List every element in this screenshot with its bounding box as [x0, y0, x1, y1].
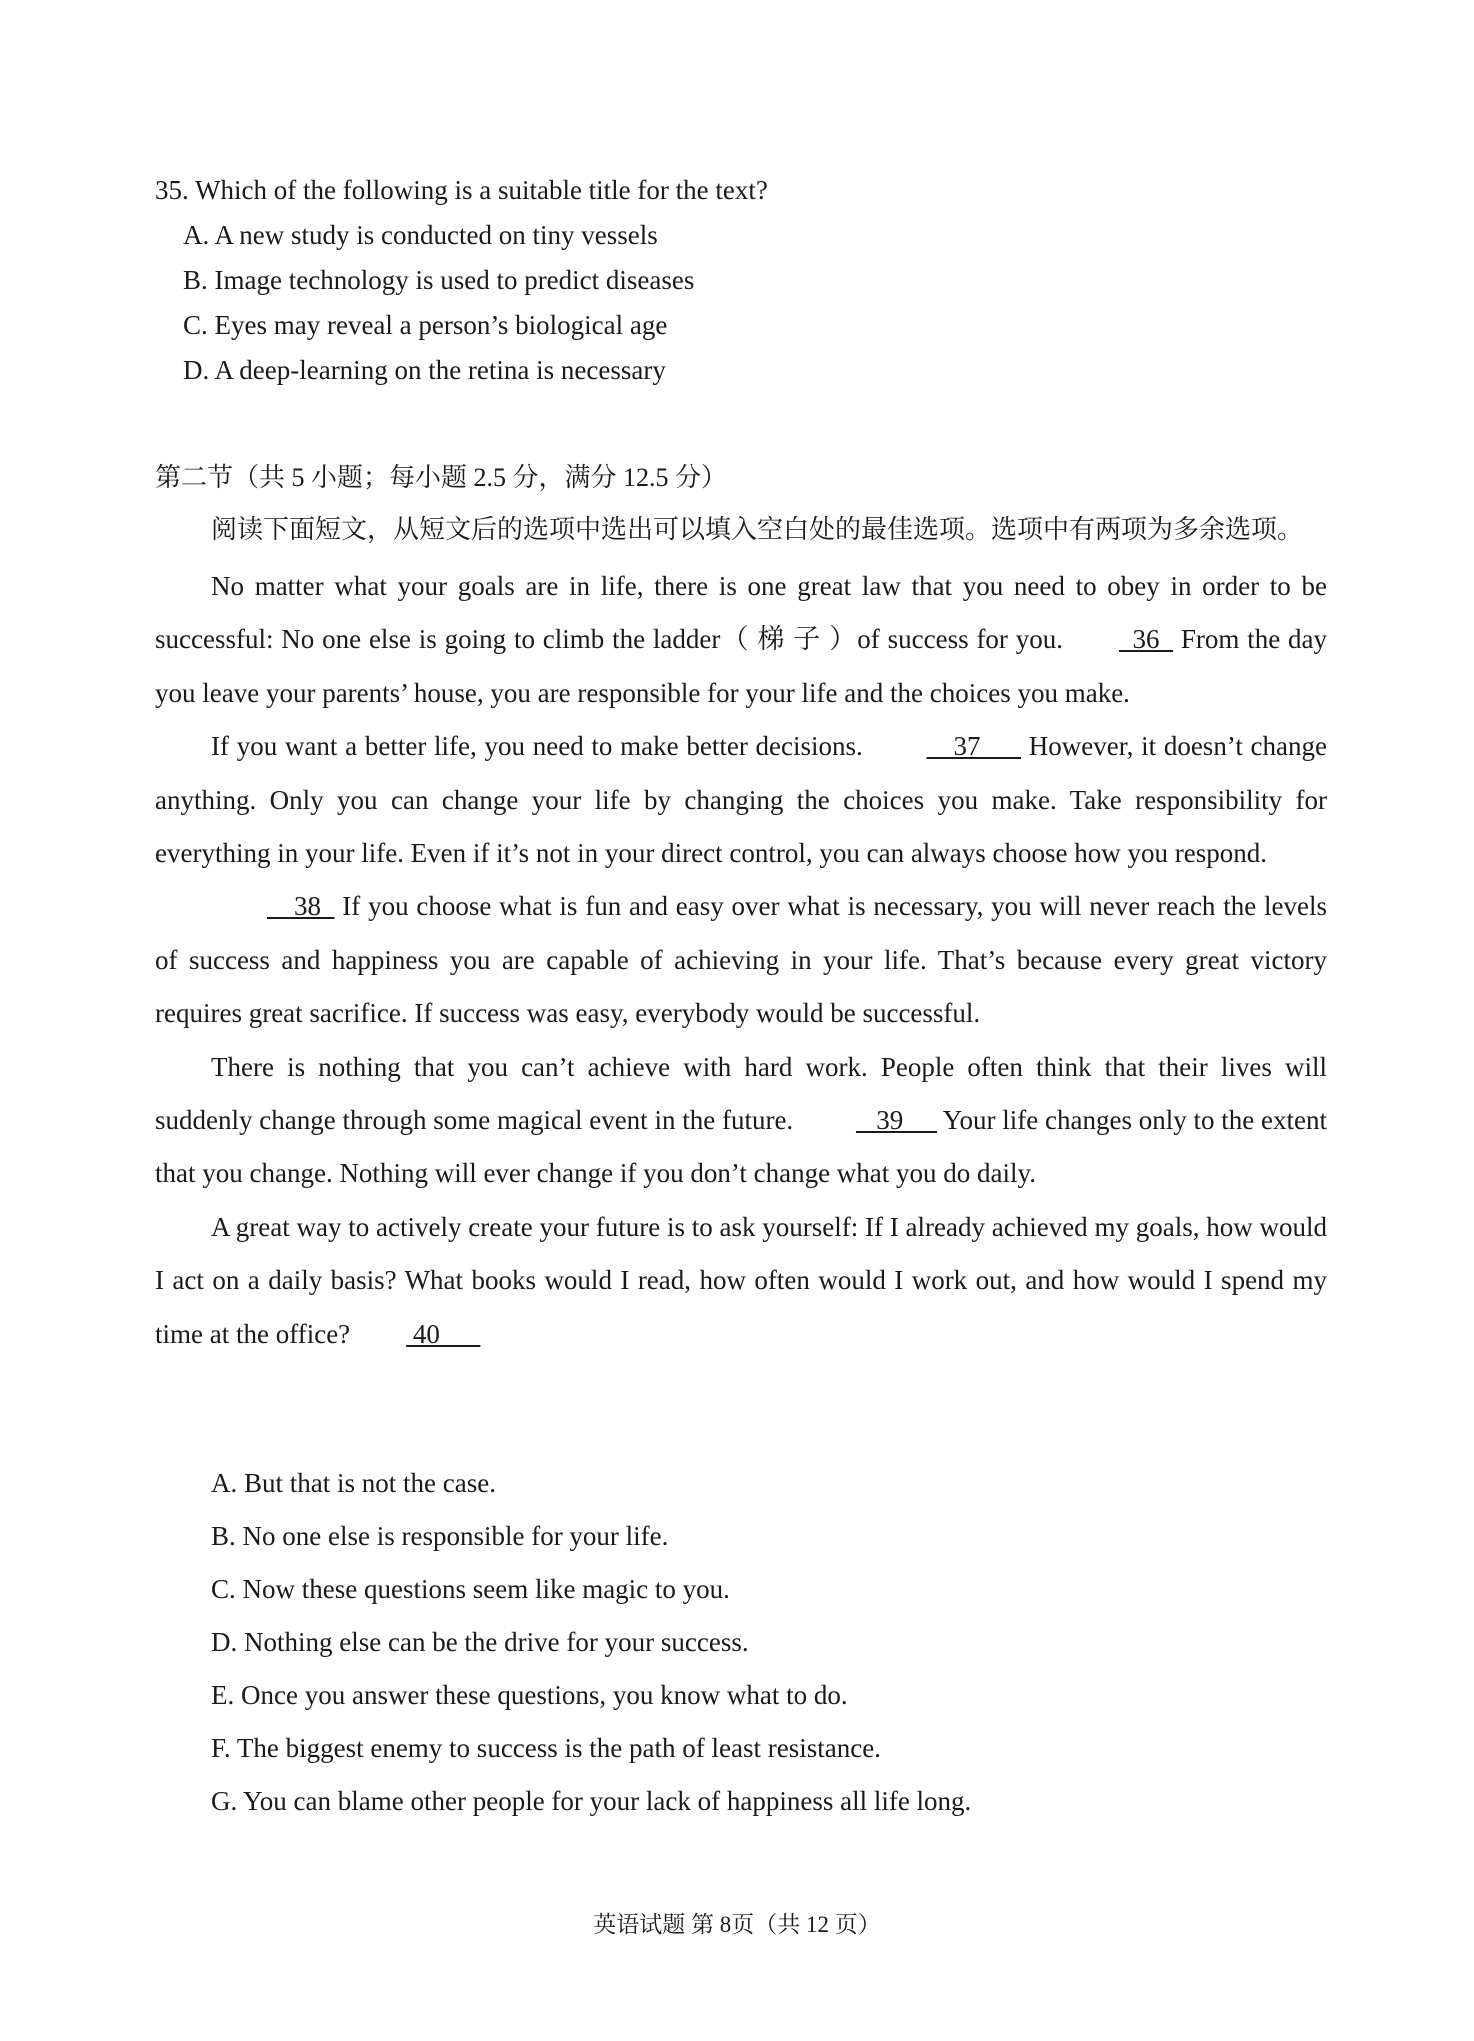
question-35-stem: 35. Which of the following is a suitable title for the text?: [155, 175, 768, 205]
paragraph-text: No matter what your goals are in life, there is one great law that you need to obey in order to be successful: No one else is going to climb the ladder（ 梯 子 ）of success for you.: [155, 571, 1327, 655]
paragraph-text: Your life changes only to the extent that you change. Nothing will ever change if you don’t change what you do daily.: [155, 1105, 1327, 1189]
passage-paragraph-4: [155, 1041, 1327, 1201]
choice-e: E. Once you answer these questions, you know what to do.: [211, 1680, 848, 1710]
passage-paragraph-5: [155, 1201, 1327, 1361]
passage-paragraph-3: [155, 880, 1327, 1040]
blank-36: 36: [1119, 624, 1174, 655]
choice-f: F. The biggest enemy to success is the path of least resistance.: [211, 1733, 881, 1763]
passage-paragraph-2: [155, 720, 1327, 880]
choice-a: A. But that is not the case.: [211, 1468, 496, 1498]
paragraph-text: There is nothing that you can’t achieve with hard work. People often think that their lives will suddenly change through some magical event in the future.: [155, 1051, 1327, 1136]
page-footer: 英语试题 第 8页（共 12 页）: [593, 1912, 881, 1937]
choice-b: B. No one else is responsible for your life.: [211, 1521, 669, 1551]
blank-40: 40: [406, 1318, 481, 1349]
choice-g: G. You can blame other people for your lack of happiness all life long.: [211, 1786, 972, 1816]
blank-37: 37: [926, 731, 1022, 762]
question-35-option-c: C. Eyes may reveal a person’s biological age: [183, 310, 668, 340]
section-2-instruction: 阅读下面短文，从短文后的选项中选出可以填入空白处的最佳选项。选项中有两项为多余选项。: [211, 515, 1304, 544]
paragraph-text: A great way to actively create your future is to ask yourself: If I already achieved my goals, how would I act on a daily basis? What books would I read, how often would I work out, and how would I spend my time at the office?: [155, 1211, 1327, 1349]
question-35-option-d: D. A deep-learning on the retina is necessary: [183, 355, 666, 385]
paragraph-text: From the day you leave your parents’ house, you are responsible for your life and the choices you make.: [155, 624, 1327, 708]
paragraph-text: If you choose what is fun and easy over what is necessary, you will never reach the levels of success and happiness you are capable of achieving in your life. That’s because every great victory requires great sacrifice. If success was easy, everybody would be successful.: [155, 891, 1327, 1029]
choice-c: C. Now these questions seem like magic to you.: [211, 1574, 730, 1604]
question-35-option-b: B. Image technology is used to predict diseases: [183, 265, 695, 295]
reading-passage: [155, 560, 1327, 1361]
section-2-heading: 第二节（共 5 小题；每小题 2.5 分，满分 12.5 分）: [155, 463, 728, 492]
choice-d: D. Nothing else can be the drive for your success.: [211, 1627, 749, 1657]
paragraph-text: However, it doesn’t change anything. Only you can change your life by changing the choices you make. Take responsibility for everything in your life. Even if it’s not in your direct control, you can always choose how you respond.: [155, 731, 1328, 869]
question-35-option-a: A. A new study is conducted on tiny vessels: [183, 220, 658, 250]
passage-paragraph-1: [155, 560, 1327, 720]
blank-39: 39: [855, 1105, 937, 1136]
blank-38: 38: [267, 891, 335, 922]
paragraph-text: If you want a better life, you need to make better decisions.: [211, 731, 871, 762]
